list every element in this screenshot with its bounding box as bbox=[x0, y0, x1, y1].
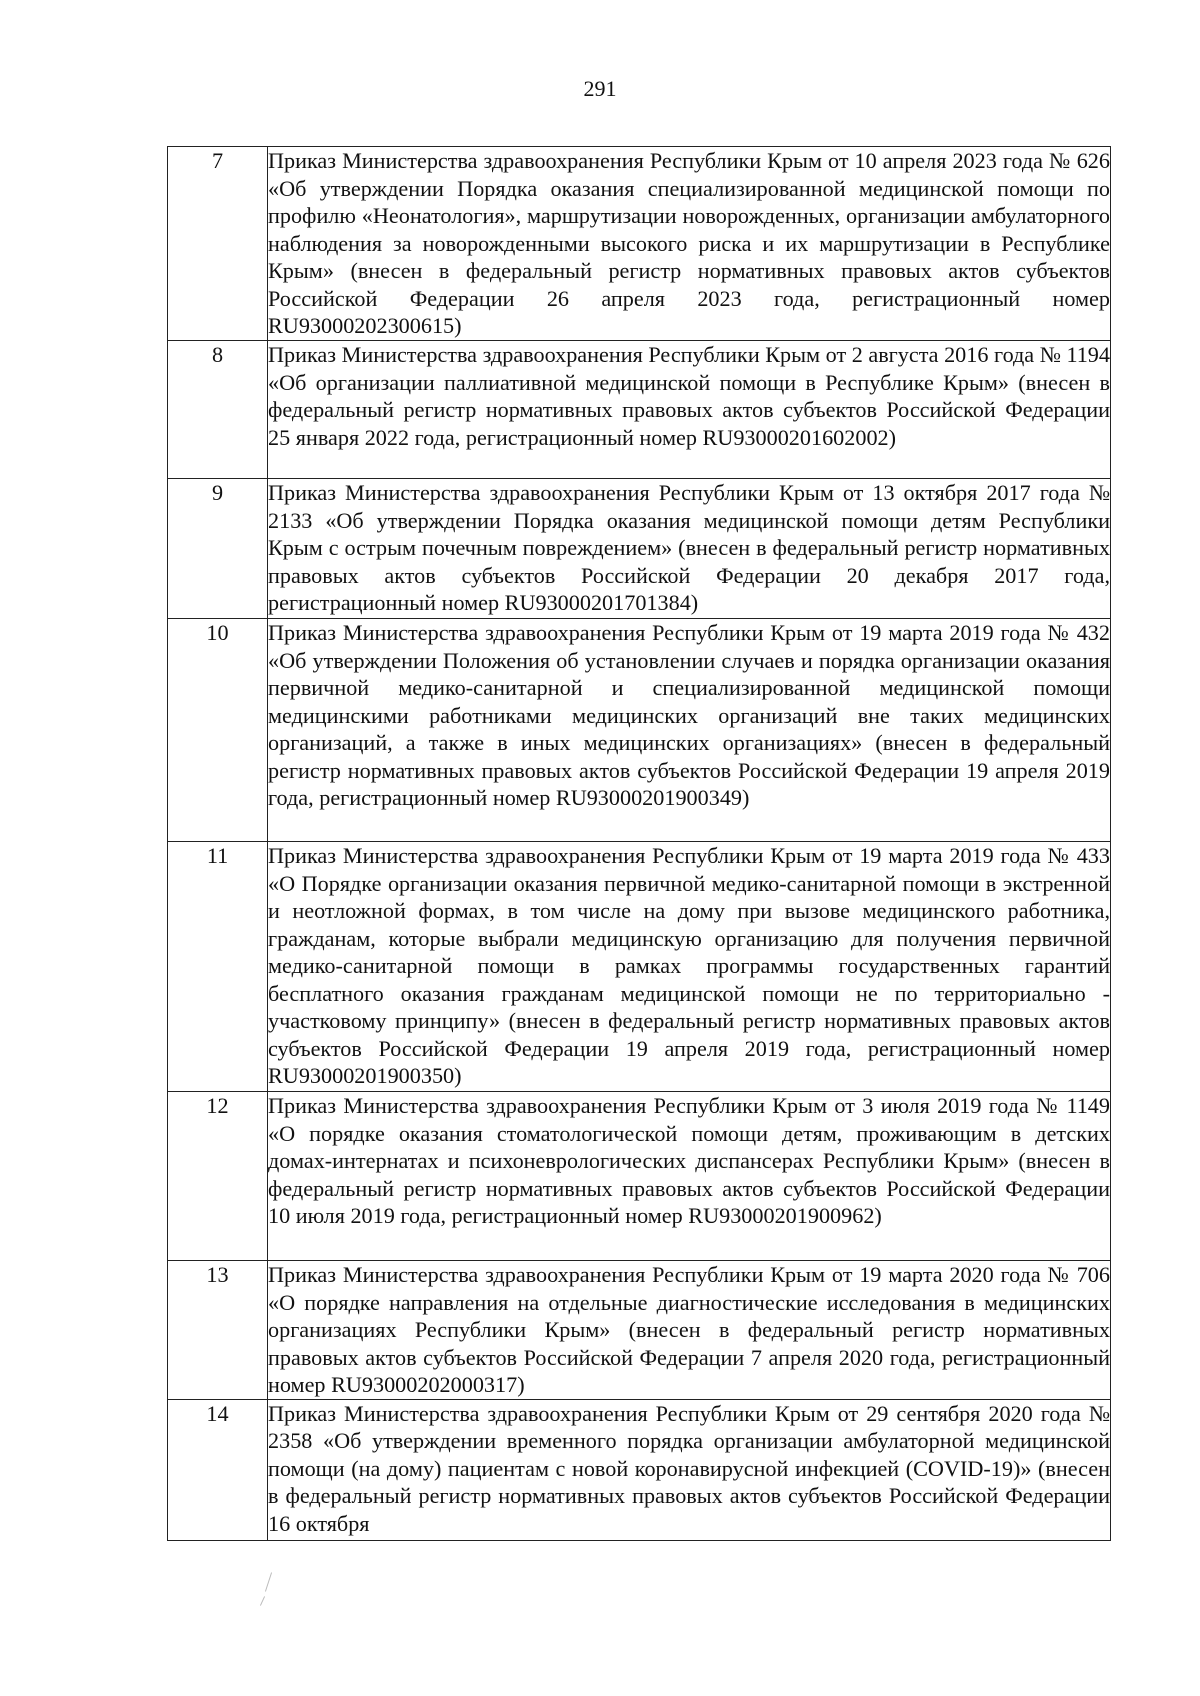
row-number: 14 bbox=[168, 1399, 268, 1540]
row-text: Приказ Министерства здравоохранения Республики Крым от 13 октября 2017 года № 2133 «Об утверждении Порядка оказания медицинской помощи детям Республики Крым с острым почечным повреждением» (внесен в федеральный регистр нормативных правовых актов субъектов Российской Федерации 20 декабря 2017 года, регистрационный номер RU93000201701384) bbox=[268, 479, 1111, 619]
row-text: Приказ Министерства здравоохранения Республики Крым от 2 августа 2016 года № 1194 «Об организации паллиативной медицинской помощи в Республике Крым» (внесен в федеральный регистр нормативных правовых актов субъектов Российской Федерации 25 января 2022 года, регистрационный номер RU93000201602002) bbox=[268, 341, 1111, 479]
row-text: Приказ Министерства здравоохранения Республики Крым от 19 марта 2019 года № 432 «Об утверждении Положения об установлении случаев и порядка организации оказания первичной медико-санитарной и специализированной медицинской помощи медицинскими работниками медицинских организаций вне таких медицинских организаций, а также в иных медицинских организациях» (внесен в федеральный регистр нормативных правовых актов субъектов Российской Федерации 19 апреля 2019 года, регистрационный номер RU93000201900349) bbox=[268, 619, 1111, 842]
row-number: 13 bbox=[168, 1261, 268, 1400]
row-text: Приказ Министерства здравоохранения Республики Крым от 3 июля 2019 года № 1149 «О порядке оказания стоматологической помощи детям, проживающим в детских домах-интернатах и психоневрологических диспансерах Республики Крым» (внесен в федеральный регистр нормативных правовых актов субъектов Российской Федерации 10 июля 2019 года, регистрационный номер RU93000201900962) bbox=[268, 1092, 1111, 1261]
page-number: 291 bbox=[583, 76, 617, 101]
regulations-table bbox=[167, 146, 1111, 1541]
table-row bbox=[168, 341, 1111, 479]
table-row bbox=[168, 1399, 1111, 1540]
table-row bbox=[168, 147, 1111, 341]
row-number: 9 bbox=[168, 479, 268, 619]
table-row bbox=[168, 1092, 1111, 1261]
scan-artifact bbox=[265, 1572, 272, 1591]
row-text: Приказ Министерства здравоохранения Республики Крым от 10 апреля 2023 года № 626 «Об утверждении Порядка оказания специализированной медицинской помощи по профилю «Неонатология», маршрутизации новорожденных, организации амбулаторного наблюдения за новорожденными высокого риска и их маршрутизации в Республике Крым» (внесен в федеральный регистр нормативных правовых актов субъектов Российской Федерации 26 апреля 2023 года, регистрационный номер RU93000202300615) bbox=[268, 147, 1111, 341]
table-row bbox=[168, 1261, 1111, 1400]
table-row bbox=[168, 842, 1111, 1092]
row-text: Приказ Министерства здравоохранения Республики Крым от 29 сентября 2020 года № 2358 «Об утверждении временного порядка организации амбулаторной медицинской помощи (на дому) пациентам с новой коронавирусной инфекцией (COVID-19)» (внесен в федеральный регистр нормативных правовых актов субъектов Российской Федерации 16 октября bbox=[268, 1399, 1111, 1540]
row-number: 8 bbox=[168, 341, 268, 479]
row-number: 10 bbox=[168, 619, 268, 842]
row-number: 11 bbox=[168, 842, 268, 1092]
row-number: 7 bbox=[168, 147, 268, 341]
row-text: Приказ Министерства здравоохранения Республики Крым от 19 марта 2019 года № 433 «О Порядке организации оказания первичной медико-санитарной помощи в экстренной и неотложной формах, в том числе на дому при вызове медицинского работника, гражданам, которые выбрали медицинскую организацию для получения первичной медико-санитарной помощи в рамках программы государственных гарантий бесплатного оказания гражданам медицинской помощи не по территориально - участковому принципу» (внесен в федеральный регистр нормативных правовых актов субъектов Российской Федерации 19 апреля 2019 года, регистрационный номер RU93000201900350) bbox=[268, 842, 1111, 1092]
row-text: Приказ Министерства здравоохранения Республики Крым от 19 марта 2020 года № 706 «О порядке направления на отдельные диагностические исследования в медицинских организациях Республики Крым» (внесен в федеральный регистр нормативных правовых актов субъектов Российской Федерации 7 апреля 2020 года, регистрационный номер RU93000202000317) bbox=[268, 1262, 1110, 1397]
row-number: 12 bbox=[168, 1092, 268, 1261]
table-row bbox=[168, 479, 1111, 619]
table-row bbox=[168, 619, 1111, 842]
scan-artifact bbox=[260, 1596, 265, 1605]
